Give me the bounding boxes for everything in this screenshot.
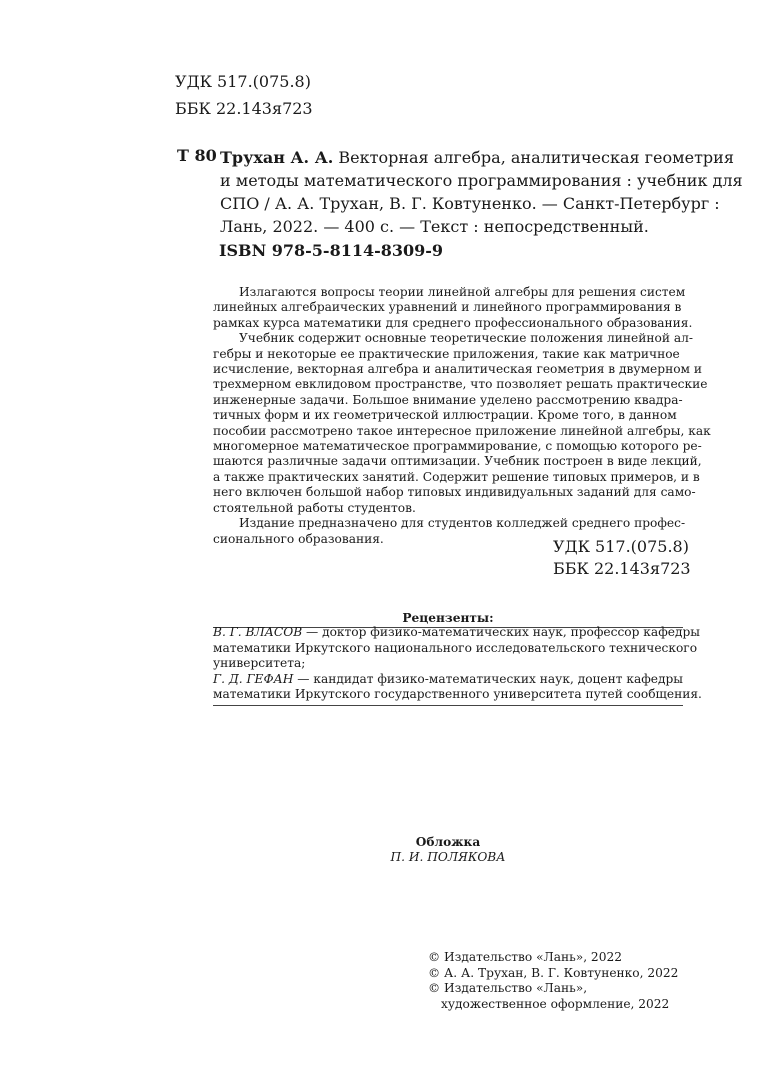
cover-label: Обложка — [415, 835, 481, 849]
abstract-line: него включен большой набор типовых индивидуальных заданий для само- — [213, 485, 696, 500]
biblio-line: и методы математического программирования : учебник для — [220, 171, 743, 190]
reviewer-line: университета; — [213, 656, 306, 671]
classification-codes-bottom — [553, 536, 691, 580]
reviewer-line: математики Иркутского государственного университета путей сообщения. — [213, 687, 702, 702]
copyright-line: © Издательство «Лань», 2022 — [428, 950, 622, 964]
abstract-line: гебры и некоторые ее практические приложения, такие как матричное — [213, 346, 680, 361]
biblio-line: СПО / А. А. Трухан, В. Г. Ковтуненко. — Санкт-Петербург : — [220, 194, 720, 213]
reviewer-line — [213, 625, 700, 641]
reviewer-line: математики Иркутского национального исследовательского технического — [213, 640, 698, 655]
abstract-line: Учебник содержит основные теоретические положения линейной ал- — [239, 331, 693, 346]
biblio-line: Лань, 2022. — 400 с. — Текст : непосредственный. — [220, 217, 649, 236]
reviewer-name: В. Г. ВЛАСОВ — [213, 625, 303, 639]
abstract-line: тичных форм и их геометрической иллюстрации. Кроме того, в данном — [213, 408, 677, 423]
abstract-line: а также практических занятий. Содержит решение типовых примеров, и в — [213, 469, 700, 484]
reviewers-heading: Рецензенты: — [402, 611, 494, 625]
copyright-line: © А. А. Трухан, В. Г. Ковтуненко, 2022 — [428, 965, 679, 980]
isbn: ISBN 978-5-8114-8309-9 — [219, 241, 444, 260]
udk-code: УДК 517.(075.8) — [175, 72, 311, 91]
abstract-line: Излагаются вопросы теории линейной алгебры для решения систем — [239, 285, 686, 299]
reviewer-line — [213, 672, 683, 688]
classification-codes-top — [175, 68, 313, 122]
reviewers-list — [213, 625, 702, 703]
reviewer-text: — кандидат физико-математических наук, доцент кафедры — [293, 671, 683, 686]
abstract-line: шаются различные задачи оптимизации. Учебник построен в виде лекций, — [213, 454, 702, 469]
divider — [213, 705, 683, 706]
author-mark: Т 80 — [177, 146, 217, 165]
abstract-line: трехмерном евклидовом пространстве, что позволяет решать практические — [213, 377, 708, 392]
cover-credit — [213, 835, 683, 865]
abstract-line: исчисление, векторная алгебра и аналитическая геометрия в двумерном и — [213, 362, 703, 377]
author-name: Трухан А. А. — [220, 148, 334, 167]
abstract-line: стоятельной работы студентов. — [213, 500, 416, 515]
bbk-code: ББК 22.143я723 — [553, 559, 691, 578]
title-text: Векторная алгебра, аналитическая геометрия — [333, 148, 734, 167]
reviewer-name: Г. Д. ГЕФАН — [213, 671, 294, 686]
reviewer-text: — доктор физико-математических наук, профессор кафедры — [302, 625, 700, 639]
bbk-code: ББК 22.143я723 — [175, 99, 313, 118]
copyright-line: художественное оформление, 2022 — [441, 996, 670, 1011]
abstract-line: пособии рассмотрено такое интересное приложение линейной алгебры, как — [213, 423, 711, 438]
abstract — [213, 285, 711, 547]
copyright-block — [428, 950, 678, 1012]
abstract-line: рамках курса математики для среднего профессионального образования. — [213, 315, 693, 330]
bibliographic-record — [177, 146, 743, 238]
abstract-line: линейных алгебраических уравнений и линейного программирования в — [213, 300, 682, 315]
copyright-line: © Издательство «Лань», — [428, 981, 588, 996]
biblio-line — [177, 146, 734, 169]
abstract-line: Издание предназначено для студентов колледжей среднего профес- — [239, 516, 686, 531]
abstract-line: инженерные задачи. Большое внимание уделено рассмотрению квадра- — [213, 392, 683, 407]
udk-code: УДК 517.(075.8) — [553, 537, 689, 556]
cover-designer: П. И. ПОЛЯКОВА — [390, 850, 506, 864]
abstract-line: сионального образования. — [213, 531, 384, 546]
abstract-line: многомерное математическое программирование, с помощью которого ре- — [213, 439, 702, 454]
